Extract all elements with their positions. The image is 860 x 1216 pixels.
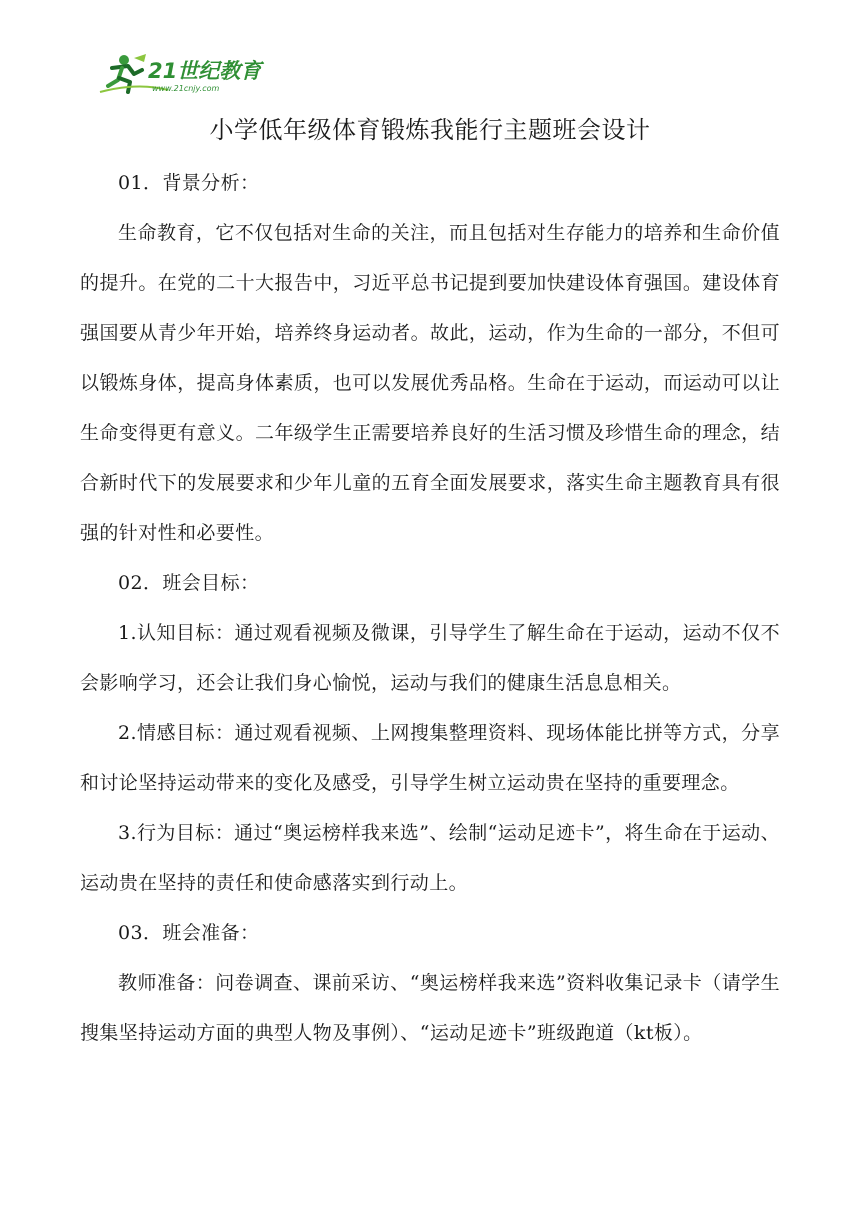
document-body [80, 158, 780, 1058]
paragraph-behavior-goal: 3.行为目标：通过“奥运榜样我来选”、绘制“运动足迹卡”，将生命在于运动、运动贵在坚持的责任和使命感落实到行动上。 [80, 822, 780, 894]
logo-text: 21世纪教育 [148, 59, 262, 83]
runner-logo-icon [98, 52, 278, 96]
logo-url-text: www.21cnjy.com [152, 84, 220, 93]
paragraph-background: 生命教育，它不仅包括对生命的关注，而且包括对生存能力的培养和生命价值的提升。在党的二十大报告中，习近平总书记提到要加快建设体育强国。建设体育强国要从青少年开始，培养终身运动者。故此，运动，作为生命的一部分，不但可以锻炼身体，提高身体素质，也可以发展优秀品格。生命在于运动，而运动可以让生命变得更有意义。二年级学生正需要培养良好的生活习惯及珍惜生命的理念，结合新时代下的发展要求和少年儿童的五育全面发展要求，落实生命主题教育具有很强的针对性和必要性。 [80, 222, 780, 544]
site-logo [98, 52, 278, 96]
document-title: 小学低年级体育锻炼我能行主题班会设计 [209, 116, 651, 144]
paragraph-cognitive-goal: 1.认知目标：通过观看视频及微课，引导学生了解生命在于运动，运动不仅不会影响学习，还会让我们身心愉悦，运动与我们的健康生活息息相关。 [80, 622, 780, 694]
section-heading-background: 01．背景分析： [118, 172, 260, 194]
section-heading-goals: 02．班会目标： [118, 572, 260, 594]
paragraph-teacher-preparation: 教师准备：问卷调查、课前采访、“奥运榜样我来选”资料收集记录卡（请学生搜集坚持运动方面的典型人物及事例）、“运动足迹卡”班级跑道（kt板）。 [80, 972, 780, 1044]
paragraph-emotional-goal: 2.情感目标：通过观看视频、上网搜集整理资料、现场体能比拼等方式，分享和讨论坚持运动带来的变化及感受，引导学生树立运动贵在坚持的重要理念。 [80, 722, 780, 794]
section-heading-preparation: 03．班会准备： [118, 922, 260, 944]
